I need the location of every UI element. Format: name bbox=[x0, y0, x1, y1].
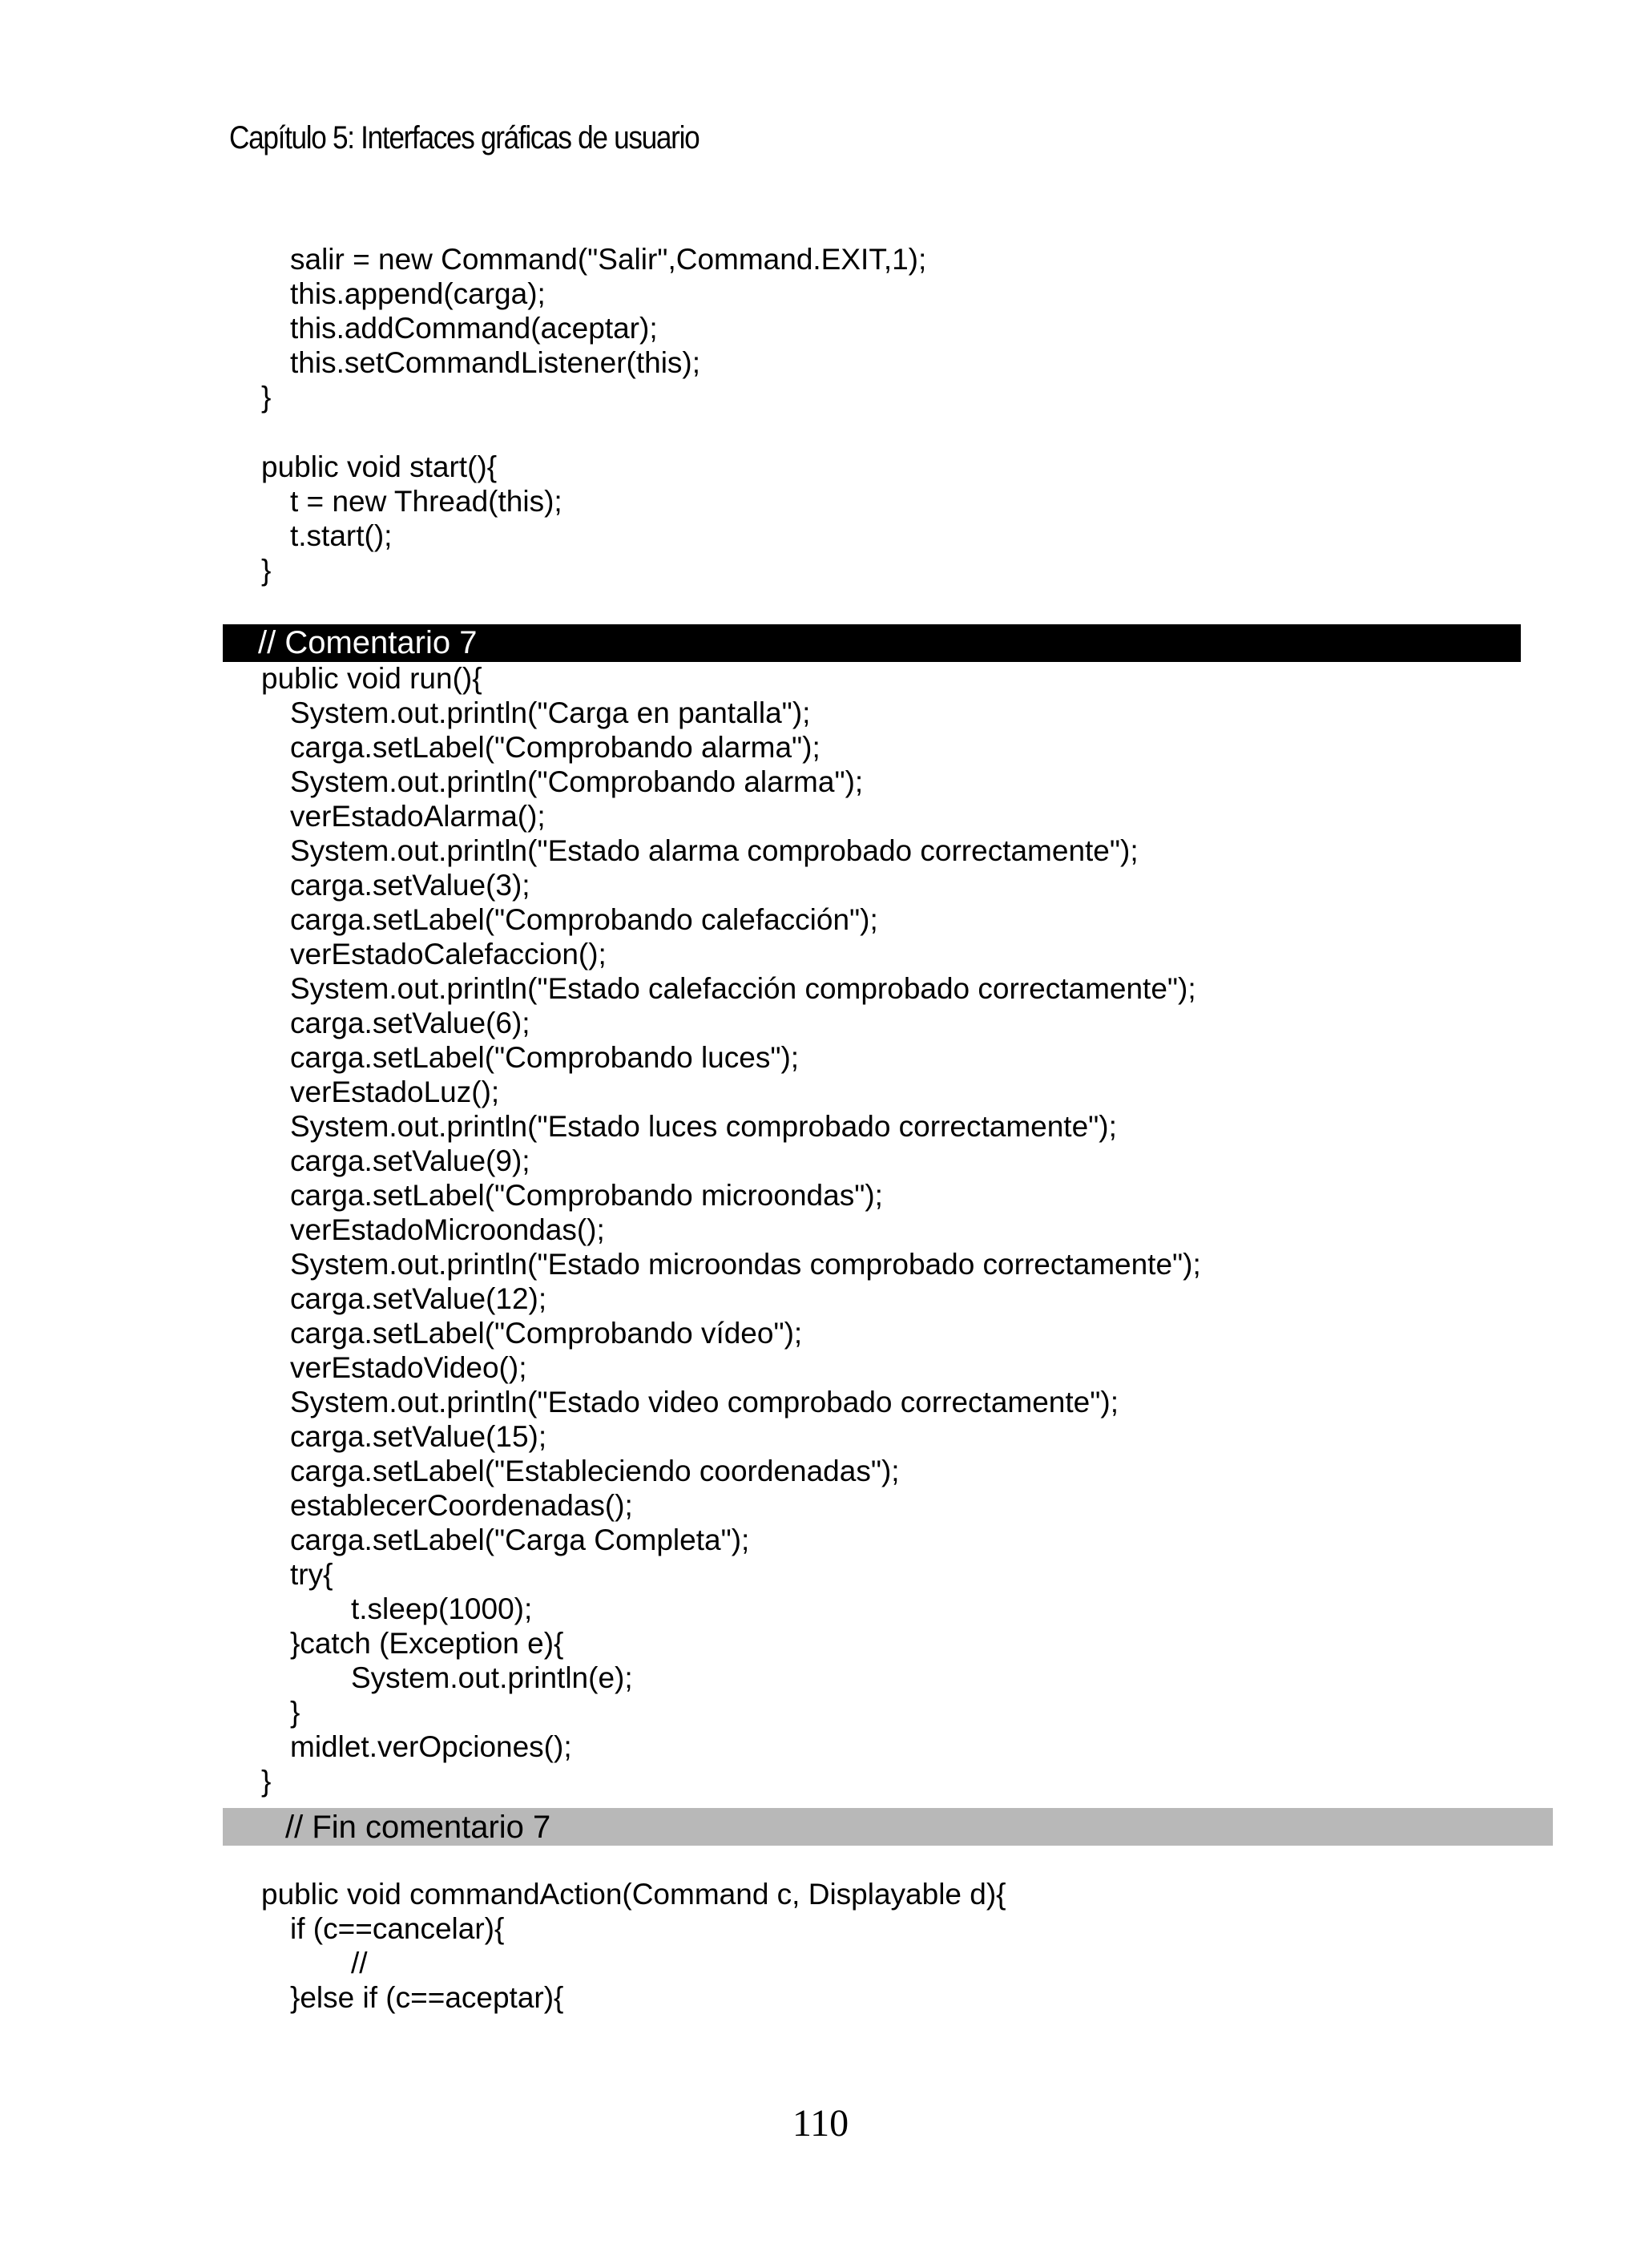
comment-start-band bbox=[223, 624, 1521, 662]
code-line: }catch (Exception e){ bbox=[290, 1627, 564, 1660]
code-line: } bbox=[261, 554, 272, 587]
code-line: salir = new Command("Salir",Command.EXIT,1); bbox=[290, 243, 927, 276]
code-line: this.append(carga); bbox=[290, 277, 546, 310]
code-line: verEstadoCalefaccion(); bbox=[290, 938, 607, 971]
code-line: System.out.println("Estado alarma comprobado correctamente"); bbox=[290, 834, 1139, 867]
code-line: System.out.println(e); bbox=[351, 1661, 633, 1694]
code-line: t.sleep(1000); bbox=[351, 1592, 533, 1625]
code-line: carga.setLabel("Carga Completa"); bbox=[290, 1523, 750, 1556]
code-line: verEstadoVideo(); bbox=[290, 1351, 527, 1384]
code-line: carga.setLabel("Comprobando luces"); bbox=[290, 1041, 800, 1074]
code-line: carga.setLabel("Estableciendo coordenadas"); bbox=[290, 1455, 900, 1487]
code-line: carga.setLabel("Comprobando microondas"); bbox=[290, 1179, 883, 1212]
code-line: verEstadoLuz(); bbox=[290, 1075, 500, 1108]
page-number: 110 bbox=[792, 2102, 849, 2145]
code-line: System.out.println("Comprobando alarma"); bbox=[290, 765, 864, 798]
code-line: public void run(){ bbox=[261, 662, 482, 695]
code-line: System.out.println("Estado video comprobado correctamente"); bbox=[290, 1386, 1119, 1419]
comment-end-band bbox=[223, 1808, 1553, 1846]
code-line: }else if (c==aceptar){ bbox=[290, 1981, 564, 2014]
code-line: carga.setValue(12); bbox=[290, 1282, 547, 1315]
code-line: carga.setLabel("Comprobando calefacción"); bbox=[290, 903, 878, 936]
code-line: carga.setValue(15); bbox=[290, 1420, 547, 1453]
code-line: public void commandAction(Command c, Displayable d){ bbox=[261, 1878, 1006, 1911]
code-line: System.out.println("Estado microondas comprobado correctamente"); bbox=[290, 1248, 1201, 1281]
code-line: try{ bbox=[290, 1558, 333, 1591]
code-line: this.addCommand(aceptar); bbox=[290, 312, 658, 345]
code-line: System.out.println("Carga en pantalla"); bbox=[290, 696, 811, 729]
code-line: t.start(); bbox=[290, 519, 393, 552]
code-line: carga.setValue(9); bbox=[290, 1144, 530, 1177]
code-line: } bbox=[261, 381, 272, 414]
code-line: t = new Thread(this); bbox=[290, 485, 562, 518]
code-line: System.out.println("Estado calefacción comprobado correctamente"); bbox=[290, 972, 1196, 1005]
code-line: } bbox=[290, 1696, 300, 1729]
code-line: // bbox=[351, 1947, 368, 1979]
code-line: carga.setValue(6); bbox=[290, 1007, 530, 1039]
code-line: carga.setLabel("Comprobando alarma"); bbox=[290, 731, 820, 764]
comment-end-text: // Fin comentario 7 bbox=[285, 1810, 551, 1845]
code-line: carga.setLabel("Comprobando vídeo"); bbox=[290, 1317, 803, 1350]
code-line: verEstadoAlarma(); bbox=[290, 800, 546, 833]
comment-start-text: // Comentario 7 bbox=[258, 625, 478, 660]
chapter-header: Capítulo 5: Interfaces gráficas de usuario bbox=[229, 120, 700, 155]
code-line: carga.setValue(3); bbox=[290, 869, 530, 902]
code-line: establecerCoordenadas(); bbox=[290, 1489, 633, 1522]
code-line: if (c==cancelar){ bbox=[290, 1912, 505, 1945]
code-line: System.out.println("Estado luces comprobado correctamente"); bbox=[290, 1110, 1117, 1143]
code-line: this.setCommandListener(this); bbox=[290, 346, 701, 379]
code-line: verEstadoMicroondas(); bbox=[290, 1213, 605, 1246]
code-line: public void start(){ bbox=[261, 450, 498, 483]
code-line: midlet.verOpciones(); bbox=[290, 1730, 572, 1763]
code-line: } bbox=[261, 1765, 272, 1798]
